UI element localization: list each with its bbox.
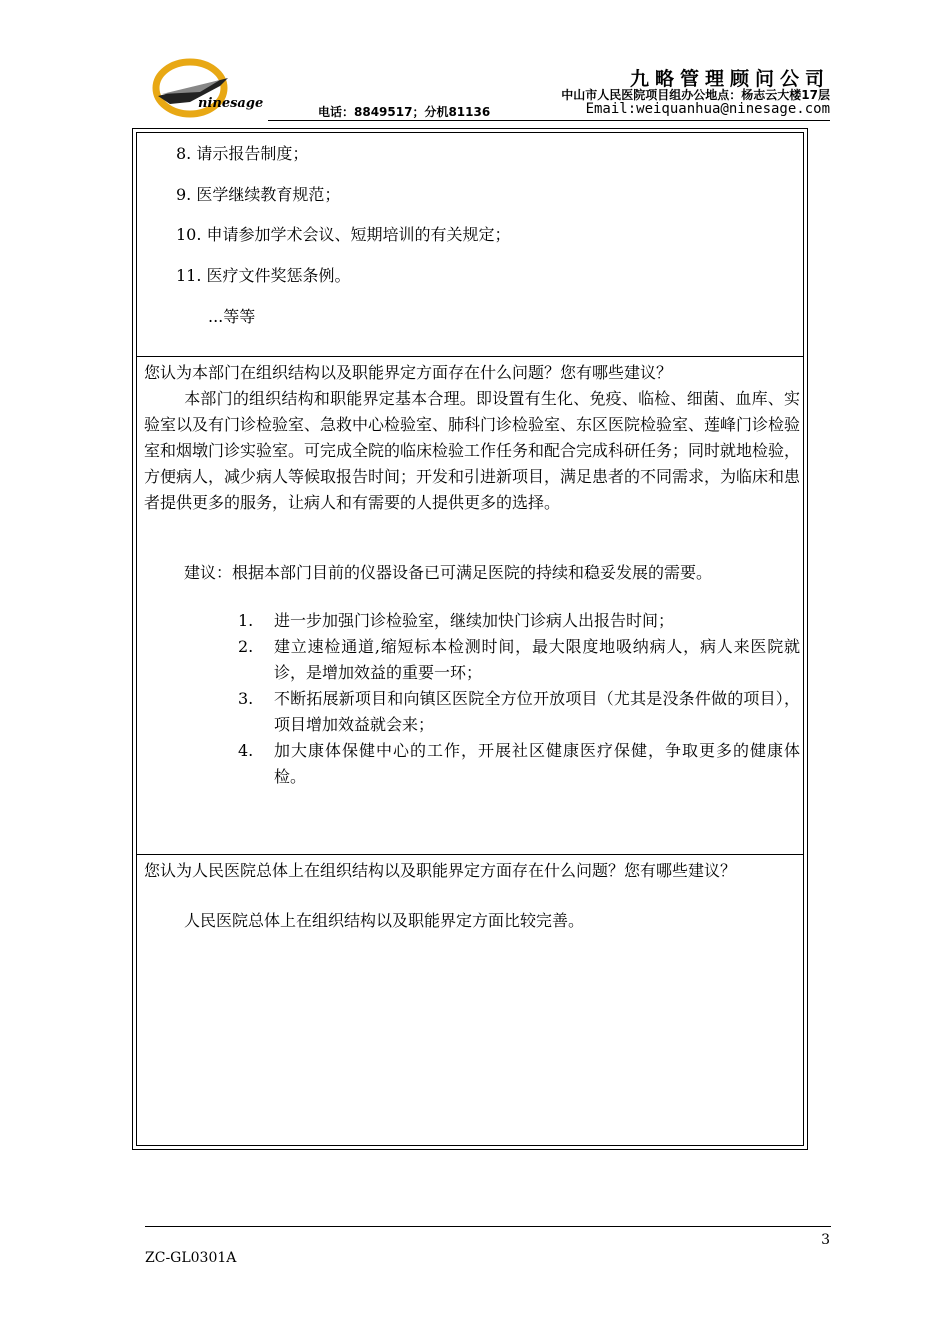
suggestion-number: 2. (238, 637, 254, 656)
row-divider-1 (136, 356, 804, 357)
logo-text: ninesage (198, 96, 264, 111)
phone-info: 电话：8849517；分机81136 (318, 105, 491, 119)
suggestion-text: 不断拓展新项目和向镇区医院全方位开放项目（尤其是没条件做的项目），项目增加效益就会来； (274, 689, 800, 734)
suggestion-item (238, 634, 800, 686)
list-item: 8. 请示报告制度； (176, 144, 309, 163)
page-number: 3 (821, 1232, 830, 1248)
answer-department-text: 本部门的组织结构和职能界定基本合理。即设置有生化、免疫、临检、细菌、血库、实验室以及有门诊检验室、急救中心检验室、肺科门诊检验室、东区医院检验室、莲峰门诊检验室和烟墩门诊实验室。可完成全院的临床检验工作任务和配合完成科研任务；同时就地检验，方便病人，减少病人等候取报告时间；开发和引进新项目，满足患者的不同需求，为临床和患者提供更多的服务，让病人和有需要的人提供更多的选择。 (144, 389, 801, 512)
suggestion-item (238, 686, 800, 738)
answer-hospital (144, 908, 800, 934)
suggestion-intro (144, 560, 800, 586)
suggestion-number: 4. (238, 741, 254, 760)
suggestion-text: 进一步加强门诊检验室，继续加快门诊病人出报告时间； (274, 611, 675, 630)
list-item: 11. 医疗文件奖惩条例。 (176, 266, 351, 285)
document-code: ZC-GL0301A (145, 1250, 237, 1266)
suggestion-item (238, 738, 800, 790)
office-address: 中山市人民医院项目组办公地点：杨志云大楼17层 (561, 88, 830, 102)
header-divider (268, 120, 830, 121)
answer-department (144, 386, 800, 516)
answer-hospital-text: 人民医院总体上在组织结构以及职能界定方面比较完善。 (184, 911, 585, 930)
suggestion-number: 1. (238, 611, 254, 630)
company-logo (150, 58, 270, 124)
list-item: 9. 医学继续教育规范； (176, 185, 341, 204)
suggestion-text: 加大康体保健中心的工作，开展社区健康医疗保健，争取更多的健康体检。 (274, 741, 800, 786)
suggestion-item (238, 608, 800, 634)
row-divider-2 (136, 854, 804, 855)
suggestion-number: 3. (238, 689, 254, 708)
company-name: 九略管理顾问公司 (629, 68, 830, 90)
footer-divider (145, 1226, 831, 1227)
email-info: Email:weiquanhua@ninesage.com (585, 101, 830, 117)
list-item: ...等等 (208, 307, 256, 326)
suggestion-intro-text: 建议：根据本部门目前的仪器设备已可满足医院的持续和稳妥发展的需要。 (184, 563, 713, 582)
question-hospital: 您认为人民医院总体上在组织结构以及职能界定方面存在什么问题？您有哪些建议？ (144, 861, 737, 880)
list-item: 10. 申请参加学术会议、短期培训的有关规定； (176, 225, 511, 244)
suggestion-text: 建立速检通道,缩短标本检测时间，最大限度地吸纳病人，病人来医院就诊，是增加效益的重要一环； (274, 637, 800, 682)
suggestion-list (238, 608, 800, 790)
question-department: 您认为本部门在组织结构以及职能界定方面存在什么问题？您有哪些建议？ (144, 363, 673, 382)
